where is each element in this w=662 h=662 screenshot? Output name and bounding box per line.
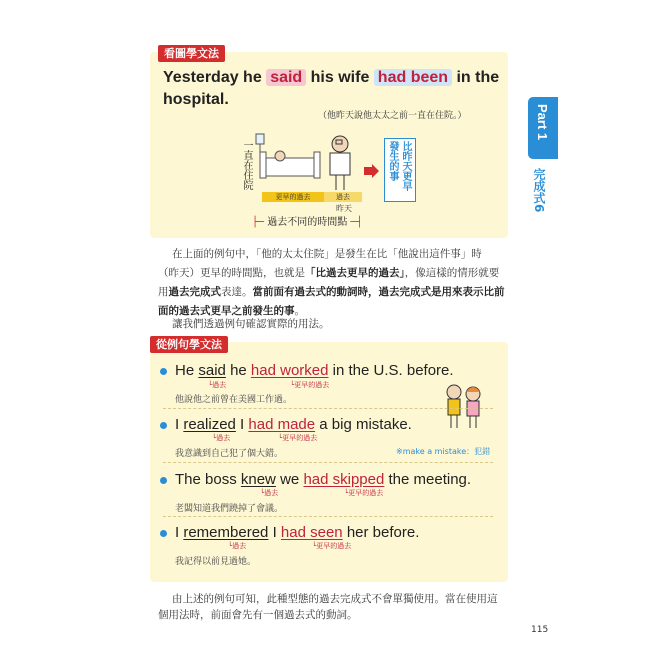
text: we bbox=[280, 471, 300, 488]
text: the meeting. bbox=[388, 471, 472, 488]
past-tag-text: 過去 bbox=[216, 434, 231, 442]
past-verb: remembered bbox=[183, 524, 269, 541]
earlier-past-tag-text: 更早的過去 bbox=[294, 381, 330, 389]
section-tag: 看圖學文法 bbox=[158, 45, 225, 62]
highlight-said: said bbox=[266, 69, 306, 86]
past-tag: └過去 bbox=[212, 434, 231, 442]
earlier-past-tag: └更早的過去 bbox=[312, 542, 352, 550]
earlier-past-tag: └更早的過去 bbox=[344, 489, 384, 497]
text: I bbox=[175, 416, 180, 433]
divider bbox=[163, 408, 493, 409]
sentence-translation: （他昨天說他太太之前一直在住院。） bbox=[318, 111, 467, 121]
earlier-past-tag-text: 更早的過去 bbox=[282, 434, 318, 442]
example-translation: 老闆知道我們蹺掉了會議。 bbox=[175, 504, 284, 514]
bold-text: 過去完成式 bbox=[168, 286, 221, 298]
page-number: 115 bbox=[531, 625, 549, 635]
bold-text: 「比過去更早的過去」 bbox=[305, 267, 405, 279]
earlier-event-label: 比昨天更早發生的事 bbox=[387, 141, 411, 191]
earlier-past-tag-text: 更早的過去 bbox=[316, 542, 352, 550]
past-perfect-verb: had skipped bbox=[303, 471, 385, 488]
sentence-text: Yesterday he bbox=[163, 69, 262, 86]
text: I bbox=[272, 524, 277, 541]
bullet-icon bbox=[160, 530, 167, 537]
bullet-icon bbox=[160, 477, 167, 484]
bullet-icon bbox=[160, 422, 167, 429]
divider bbox=[163, 516, 493, 517]
earlier-past-tag: └更早的過去 bbox=[290, 381, 330, 389]
text: （昨天）更早的時間點，也就是 bbox=[158, 267, 305, 279]
paragraph-2-line-2: 個用法時，前面會先有一個過去式的動詞。 bbox=[158, 609, 358, 621]
example-translation: 我意識到自己犯了個大錯。 bbox=[175, 449, 284, 459]
example-translation: 我記得以前見過她。 bbox=[175, 557, 257, 567]
paragraph-2-line-1: 由上述的例句可知，此種型態的過去完成式不會單獨使用。當在使用這 bbox=[172, 593, 498, 605]
example-sentence bbox=[175, 471, 471, 489]
chapter-label: 完成式6 bbox=[532, 168, 546, 213]
part-label: Part 1 bbox=[535, 104, 550, 141]
paragraph-1-line-1: 在上面的例句中，「他的太太住院」是發生在比「他說出這件事」時 bbox=[172, 248, 482, 260]
past-tag: └過去 bbox=[228, 542, 247, 550]
bullet-icon bbox=[160, 368, 167, 375]
right-arrow-icon bbox=[364, 164, 380, 178]
paragraph-1-line-5: 讓我們透過例句確認實際的用法。 bbox=[172, 318, 330, 330]
usage-note: ※make a mistake：犯錯 bbox=[396, 447, 491, 456]
past-perfect-verb: had seen bbox=[280, 524, 343, 541]
earlier-past-bar: 更早的過去 bbox=[262, 192, 324, 202]
past-bar: 過去 bbox=[324, 192, 362, 202]
example-sentence bbox=[175, 524, 419, 542]
past-tag-text: 過去 bbox=[232, 542, 247, 550]
text: I bbox=[240, 416, 245, 433]
text: ，像這樣的情形就要 bbox=[404, 267, 500, 279]
different-time-note bbox=[252, 213, 362, 228]
past-perfect-verb: had worked bbox=[250, 362, 329, 379]
text: her before. bbox=[346, 524, 420, 541]
text: He bbox=[175, 362, 195, 379]
paragraph-1-line-3 bbox=[158, 283, 505, 302]
highlight-had-been: had been bbox=[374, 69, 452, 86]
past-verb: realized bbox=[183, 416, 236, 433]
text: he bbox=[230, 362, 247, 379]
different-time-text: 過去不同的時間點 bbox=[267, 217, 348, 228]
example-translation: 他說他之前曾在美國工作過。 bbox=[175, 395, 293, 405]
sentence-text: in the bbox=[456, 69, 500, 86]
past-tag-text: 過去 bbox=[212, 381, 227, 389]
hospital-bed-illustration bbox=[252, 130, 372, 192]
text: The boss bbox=[175, 471, 237, 488]
past-perfect-verb: had made bbox=[248, 416, 316, 433]
text: 用 bbox=[158, 286, 169, 298]
yesterday-label: 昨天 bbox=[336, 204, 352, 213]
text: in the U.S. before. bbox=[332, 362, 454, 379]
divider bbox=[163, 462, 493, 463]
text: a big mistake. bbox=[319, 416, 412, 433]
text: 表達。 bbox=[221, 286, 253, 298]
example-sentence-line1 bbox=[163, 68, 499, 88]
text: 。 bbox=[294, 305, 305, 317]
hospital-label: 一直在住院 bbox=[241, 140, 252, 190]
past-verb: said bbox=[198, 362, 226, 379]
section-tag: 從例句學文法 bbox=[150, 336, 228, 353]
past-tag-text: 過去 bbox=[264, 489, 279, 497]
past-tag: └過去 bbox=[260, 489, 279, 497]
past-tag: └過去 bbox=[208, 381, 227, 389]
earlier-past-tag-text: 更早的過去 bbox=[348, 489, 384, 497]
sentence-text: his wife bbox=[310, 69, 370, 86]
example-sentence bbox=[175, 362, 454, 380]
bold-text: 當前面有過去式的動詞時，過去完成式是用來表示比前 bbox=[252, 286, 505, 298]
earlier-past-tag: └更早的過去 bbox=[278, 434, 318, 442]
bold-text: 面的過去式更早之前發生的事 bbox=[158, 305, 295, 317]
past-verb: knew bbox=[240, 471, 276, 488]
paragraph-1-line-2 bbox=[158, 264, 499, 283]
bracket-left: ├─ bbox=[252, 217, 265, 228]
bracket-right: ─┤ bbox=[350, 217, 363, 228]
example-sentence bbox=[175, 416, 412, 434]
text: I bbox=[175, 524, 180, 541]
people-illustration bbox=[440, 382, 486, 430]
example-sentence-line2: hospital. bbox=[163, 91, 229, 108]
